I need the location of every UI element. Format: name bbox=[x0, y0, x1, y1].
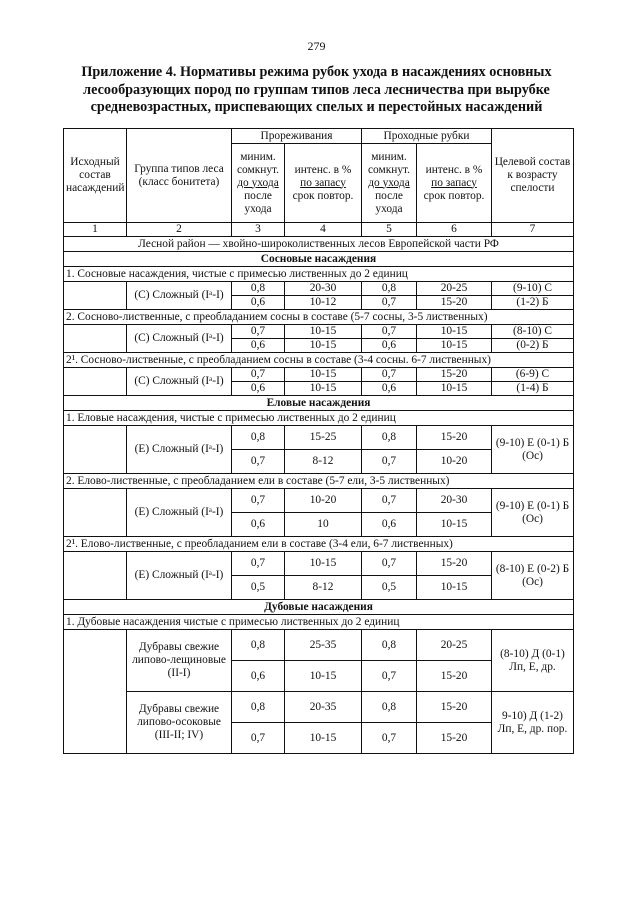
empty-cell bbox=[64, 368, 127, 396]
header-stock-label: по запасу bbox=[300, 176, 346, 189]
value-cell: 10-20 bbox=[417, 450, 492, 474]
value-cell: 0,7 bbox=[362, 552, 417, 576]
target-cell: (1-4) Б bbox=[492, 382, 574, 396]
target-cell: (1-2) Б bbox=[492, 296, 574, 310]
value-cell: 25-35 bbox=[285, 630, 362, 661]
value-cell: 0,7 bbox=[232, 325, 285, 339]
group-heading: 1. Сосновые насаждения, чистые с примесью лиственных до 2 единиц bbox=[64, 267, 574, 282]
value-cell: 15-20 bbox=[417, 426, 492, 450]
value-cell: 8-12 bbox=[285, 576, 362, 600]
header-repeat-label: срок повтор. bbox=[292, 189, 354, 202]
value-cell: 0,7 bbox=[362, 368, 417, 382]
value-cell: 15-20 bbox=[417, 296, 492, 310]
forest-type-cell: Дубравы свежие липово-лещиновые (II-I) bbox=[127, 630, 232, 692]
value-cell: 15-25 bbox=[285, 426, 362, 450]
header-min-density-passing bbox=[362, 144, 417, 223]
value-cell: 10-15 bbox=[417, 339, 492, 353]
forest-region-row: Лесной район — хвойно-широколиственных лесов Европейской части РФ bbox=[64, 237, 574, 252]
empty-cell bbox=[64, 282, 127, 310]
column-number: 4 bbox=[285, 223, 362, 237]
header-passing-cuts: Проходные рубки bbox=[362, 129, 492, 144]
header-after-label: после ухода bbox=[375, 189, 403, 215]
value-cell: 10-15 bbox=[285, 723, 362, 754]
header-intensity-label: интенс. в % bbox=[294, 163, 352, 176]
value-cell: 10-15 bbox=[285, 339, 362, 353]
target-cell: (9-10) Е (0-1) Б (Ос) bbox=[492, 489, 574, 537]
group-heading: 2¹. Сосново-лиственные, с преобладанием сосны в составе (3-4 сосны. 6-7 лиственных) bbox=[64, 353, 574, 368]
header-intensity-passing bbox=[417, 144, 492, 223]
value-cell: 0,5 bbox=[232, 576, 285, 600]
column-number: 6 bbox=[417, 223, 492, 237]
header-before-label: до ухода bbox=[368, 176, 410, 189]
header-min-label: миним. сомкнут. bbox=[367, 150, 411, 176]
value-cell: 0,8 bbox=[362, 282, 417, 296]
group-heading: 2. Елово-лиственные, с преобладанием ели в составе (5-7 ели, 3-5 лиственных) bbox=[64, 474, 574, 489]
value-cell: 0,8 bbox=[362, 630, 417, 661]
forest-type-cell: (С) Сложный (Iᵃ-I) bbox=[127, 325, 232, 353]
value-cell: 0,6 bbox=[232, 661, 285, 692]
value-cell: 0,6 bbox=[232, 296, 285, 310]
value-cell: 8-12 bbox=[285, 450, 362, 474]
target-cell: (6-9) С bbox=[492, 368, 574, 382]
group-heading: 1. Дубовые насаждения чистые с примесью лиственных до 2 единиц bbox=[64, 615, 574, 630]
empty-cell bbox=[64, 552, 127, 600]
value-cell: 0,8 bbox=[232, 282, 285, 296]
target-cell: (9-10) Е (0-1) Б (Ос) bbox=[492, 426, 574, 474]
value-cell: 10-15 bbox=[417, 382, 492, 396]
section-spruce: Еловые насаждения bbox=[64, 396, 574, 411]
empty-cell bbox=[64, 630, 127, 754]
header-forest-type-group: Группа типов леса (класс бонитета) bbox=[127, 129, 232, 223]
group-heading: 2. Сосново-лиственные, с преобладанием сосны в составе (5-7 сосны, 3-5 лиственных) bbox=[64, 310, 574, 325]
value-cell: 15-20 bbox=[417, 661, 492, 692]
value-cell: 0,7 bbox=[232, 723, 285, 754]
value-cell: 0,7 bbox=[362, 489, 417, 513]
header-intensity-thinning bbox=[285, 144, 362, 223]
value-cell: 0,8 bbox=[362, 692, 417, 723]
value-cell: 20-30 bbox=[417, 489, 492, 513]
forest-type-cell: (С) Сложный (Iᵃ-I) bbox=[127, 282, 232, 310]
value-cell: 20-25 bbox=[417, 282, 492, 296]
empty-cell bbox=[64, 325, 127, 353]
header-min-density-thinning bbox=[232, 144, 285, 223]
value-cell: 0,7 bbox=[362, 325, 417, 339]
column-number: 2 bbox=[127, 223, 232, 237]
page-number: 279 bbox=[307, 39, 326, 53]
target-cell: 9-10) Д (1-2) Лп, Е, др. пор. bbox=[492, 692, 574, 754]
value-cell: 0,8 bbox=[362, 426, 417, 450]
column-number: 7 bbox=[492, 223, 574, 237]
header-intensity-label: интенс. в % bbox=[425, 163, 483, 176]
value-cell: 15-20 bbox=[417, 692, 492, 723]
header-after-label: после ухода bbox=[244, 189, 272, 215]
value-cell: 0,5 bbox=[362, 576, 417, 600]
header-min-label: миним. сомкнут. bbox=[236, 150, 280, 176]
value-cell: 10-15 bbox=[285, 325, 362, 339]
group-heading: 1. Еловые насаждения, чистые с примесью лиственных до 2 единиц bbox=[64, 411, 574, 426]
value-cell: 0,7 bbox=[232, 552, 285, 576]
value-cell: 10 bbox=[285, 513, 362, 537]
value-cell: 0,8 bbox=[232, 630, 285, 661]
value-cell: 10-12 bbox=[285, 296, 362, 310]
value-cell: 20-30 bbox=[285, 282, 362, 296]
value-cell: 10-15 bbox=[285, 368, 362, 382]
target-cell: (8-10) Д (0-1) Лп, Е, др. bbox=[492, 630, 574, 692]
target-cell: (8-10) С bbox=[492, 325, 574, 339]
value-cell: 10-15 bbox=[285, 661, 362, 692]
header-thinning: Прореживания bbox=[232, 129, 362, 144]
header-stock-label: по запасу bbox=[431, 176, 477, 189]
target-cell: (8-10) Е (0-2) Б (Ос) bbox=[492, 552, 574, 600]
forest-type-cell: (Е) Сложный (Iᵃ-I) bbox=[127, 426, 232, 474]
value-cell: 0,7 bbox=[362, 450, 417, 474]
value-cell: 0,7 bbox=[232, 489, 285, 513]
header-before-label: до ухода bbox=[237, 176, 279, 189]
section-oak: Дубовые насаждения bbox=[64, 600, 574, 615]
forest-type-cell: (Е) Сложный (Iᵃ-I) bbox=[127, 489, 232, 537]
header-target-composition: Целевой состав к возрасту спелости bbox=[492, 129, 574, 223]
value-cell: 10-15 bbox=[285, 552, 362, 576]
value-cell: 20-25 bbox=[417, 630, 492, 661]
value-cell: 0,6 bbox=[362, 382, 417, 396]
value-cell: 10-15 bbox=[417, 325, 492, 339]
value-cell: 10-15 bbox=[417, 576, 492, 600]
header-initial-composition: Исходный состав насаждений bbox=[64, 129, 127, 223]
value-cell: 0,7 bbox=[232, 368, 285, 382]
empty-cell bbox=[64, 489, 127, 537]
value-cell: 0,6 bbox=[362, 339, 417, 353]
empty-cell bbox=[64, 426, 127, 474]
value-cell: 20-35 bbox=[285, 692, 362, 723]
value-cell: 0,8 bbox=[232, 426, 285, 450]
value-cell: 0,7 bbox=[232, 450, 285, 474]
column-number: 5 bbox=[362, 223, 417, 237]
value-cell: 0,8 bbox=[232, 692, 285, 723]
value-cell: 15-20 bbox=[417, 552, 492, 576]
column-number: 1 bbox=[64, 223, 127, 237]
group-heading: 2¹. Елово-лиственные, с преобладанием ели в составе (3-4 ели, 6-7 лиственных) bbox=[64, 537, 574, 552]
value-cell: 15-20 bbox=[417, 368, 492, 382]
section-pine: Сосновые насаждения bbox=[64, 252, 574, 267]
target-cell: (9-10) С bbox=[492, 282, 574, 296]
value-cell: 10-15 bbox=[417, 513, 492, 537]
forest-type-cell: (Е) Сложный (Iᵃ-I) bbox=[127, 552, 232, 600]
value-cell: 0,7 bbox=[362, 296, 417, 310]
target-cell: (0-2) Б bbox=[492, 339, 574, 353]
column-number: 3 bbox=[232, 223, 285, 237]
value-cell: 0,7 bbox=[362, 723, 417, 754]
value-cell: 0,7 bbox=[362, 661, 417, 692]
forest-type-cell: Дубравы свежие липово-осоковые (III-II; IV) bbox=[127, 692, 232, 754]
norms-table bbox=[63, 128, 574, 754]
value-cell: 0,6 bbox=[232, 513, 285, 537]
value-cell: 10-20 bbox=[285, 489, 362, 513]
header-repeat-label: срок повтор. bbox=[423, 189, 485, 202]
forest-type-cell: (С) Сложный (Iᵃ-I) bbox=[127, 368, 232, 396]
document-title: Приложение 4. Нормативы режима рубок ухода в насаждениях основных лесообразующих пород по группам типов леса лесничества при вырубке средневозрастных, приспевающих спелых и перестойных насаждений bbox=[81, 64, 552, 115]
value-cell: 0,6 bbox=[232, 339, 285, 353]
value-cell: 0,6 bbox=[362, 513, 417, 537]
value-cell: 10-15 bbox=[285, 382, 362, 396]
value-cell: 15-20 bbox=[417, 723, 492, 754]
value-cell: 0,6 bbox=[232, 382, 285, 396]
